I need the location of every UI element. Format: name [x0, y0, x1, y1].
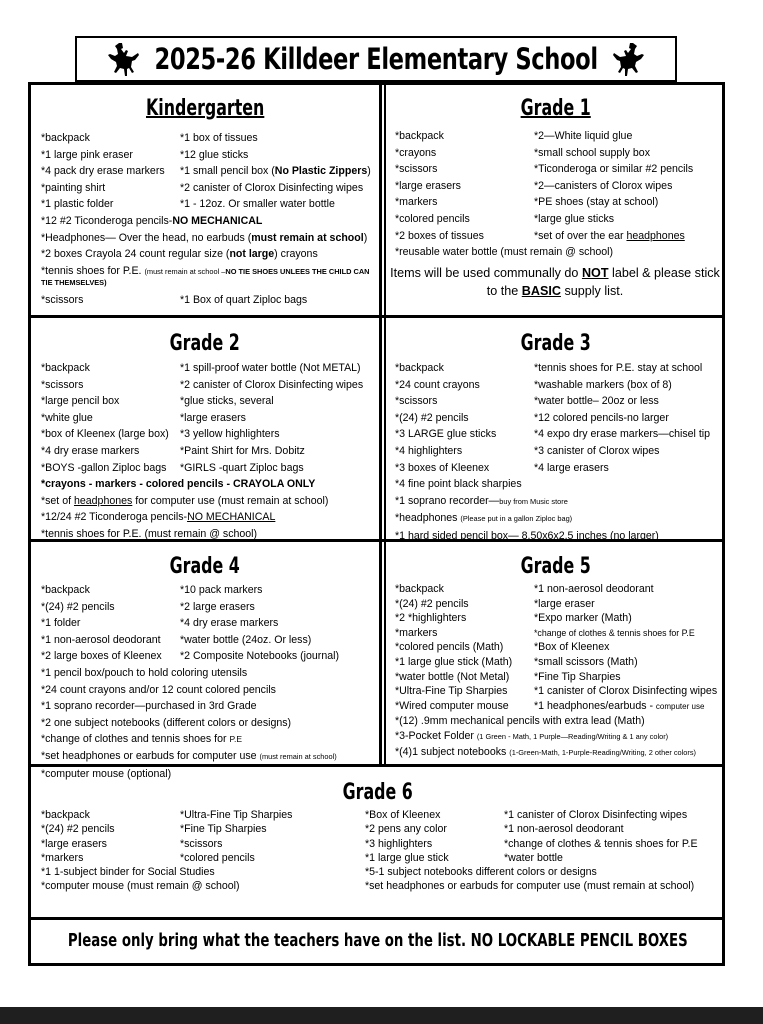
list-item: *box of Kleenex (large box) *3 yellow highlighters [41, 428, 280, 441]
column-divider [384, 82, 386, 766]
grade1-note: Items will be used communally do NOT label & please stick to the BASIC supply list. [390, 266, 720, 298]
list-item: *3 LARGE glue sticks *4 expo dry erase markers—chisel tip [395, 428, 711, 441]
list-item: *markers *PE shoes (stay at school) [395, 196, 659, 209]
list-item: *painting shirt *2 canister of Clorox Disinfecting wipes [41, 181, 364, 194]
list-item: *tennis shoes for P.E. (must remain @ school) [41, 527, 258, 540]
list-item: *1 pencil box/pouch to hold coloring utensils [41, 666, 248, 679]
list-item: *24 count crayons *washable markers (box of 8) [395, 378, 672, 391]
list-item: *set of headphones for computer use (must remain at school) [41, 494, 329, 507]
list-item: *2 pens any color *1 non-aerosol deodorant [365, 823, 624, 836]
list-item: *3 highlighters *change of clothes & tennis shoes for P.E [365, 837, 698, 850]
list-item: *1 1-subject binder for Social Studies [41, 866, 215, 879]
list-item: *computer mouse (optional) [41, 767, 172, 780]
grade6-left-list [41, 808, 292, 894]
kindergarten-title: Kindergarten [145, 96, 265, 121]
list-item: *Headphones— Over the head, no earbuds (must remain at school) [41, 231, 368, 244]
list-item: *2 large boxes of Kleenex *2 Composite Notebooks (journal) [41, 650, 339, 663]
list-item: *(24) #2 pencils *large eraser [395, 597, 595, 610]
list-item: *1 non-aerosol deodorant *water bottle (24oz. Or less) [41, 633, 312, 646]
list-item: *3 boxes of Kleenex *4 large erasers [395, 461, 609, 474]
list-item: *(24) #2 pencils *2 large erasers [41, 600, 255, 613]
list-item: *scissors *1 Box of quart Ziploc bags [41, 293, 308, 306]
list-item: *1 large glue stick *water bottle [365, 851, 563, 864]
grade2-title: Grade 2 [169, 331, 241, 356]
grade5-title: Grade 5 [520, 554, 591, 579]
list-item: *colored pencils *large glue sticks [395, 212, 615, 225]
list-item: *backpack *1 box of tissues [41, 132, 258, 144]
list-item: *12 #2 Ticonderoga pencils-NO MECHANICAL [41, 214, 263, 227]
kindergarten-list [41, 130, 371, 308]
footer-note: Please only bring what the teachers have on the list. NO LOCKABLE PENCIL BOXES [67, 930, 688, 951]
column-divider [379, 82, 382, 766]
list-item: *Wired computer mouse *1 headphones/earbuds - computer use [395, 699, 705, 712]
bucking-horse-rider-icon [613, 41, 647, 79]
grade1-list [395, 128, 693, 261]
list-item: *set headphones or earbuds for computer use (must remain at school) [365, 880, 695, 893]
list-item: *1 plastic folder *1 - 12oz. Or smaller water bottle [41, 198, 335, 211]
list-item: *(12) .9mm mechanical pencils with extra lead (Math) [395, 715, 645, 728]
list-item: *1 soprano recorder—buy from Music store [395, 494, 568, 507]
list-item: *crayons *small school supply box [395, 146, 650, 159]
grade6-right-list [365, 808, 698, 894]
list-item: *(4)1 subject notebooks (1-Green-Math, 1-Purple-Reading/Writing, 2 other colors) [395, 745, 697, 758]
list-item: *backpack *Ultra-Fine Tip Sharpies [41, 809, 293, 821]
list-item: *1 large pink eraser *12 glue sticks [41, 148, 249, 161]
list-item: *4 dry erase markers *Paint Shirt for Mrs. Dobitz [41, 444, 305, 457]
list-item: *1 soprano recorder—purchased in 3rd Grade [41, 700, 257, 713]
header [75, 36, 677, 82]
list-item: *scissors *water bottle– 20oz or less [395, 395, 659, 408]
list-item: *24 count crayons and/or 12 count colored pencils [41, 683, 276, 696]
list-item: *large erasers *2—canisters of Clorox wipes [395, 179, 673, 192]
list-item: *2 *highlighters *Expo marker (Math) [395, 612, 632, 625]
list-item: *tennis shoes for P.E. (must remain at school –NO TIE SHOES UNLEES THE CHILD CAN TIE THEMSELVES) [41, 264, 370, 287]
list-item: *large pencil box *glue sticks, several [41, 395, 274, 408]
list-item: *Ultra-Fine Tip Sharpies *1 canister of Clorox Disinfecting wipes [395, 685, 718, 698]
grade3-list [395, 360, 710, 545]
list-item: *4 pack dry erase markers *1 small pencil box (No Plastic Zippers) [41, 165, 371, 178]
grade3-title: Grade 3 [520, 331, 591, 356]
list-item: *computer mouse (must remain @ school) [41, 880, 240, 893]
grade5-list [395, 582, 717, 760]
list-item: *(24) #2 pencils *12 colored pencils-no larger [395, 411, 669, 424]
list-item: *markers *change of clothes & tennis shoes for P.E [395, 626, 695, 639]
list-item: *3-Pocket Folder (1 Green - Math, 1 Purple—Reading/Writing & 1 any color) [395, 729, 669, 742]
list-item: *1 folder *4 dry erase markers [41, 617, 279, 630]
list-item: *white glue *large erasers [41, 411, 246, 424]
list-item: *backpack *tennis shoes for P.E. stay at school [395, 362, 703, 374]
list-item: *water bottle (Not Metal) *Fine Tip Sharpies [395, 670, 621, 683]
row-divider [28, 315, 725, 318]
bucking-horse-rider-icon [105, 41, 139, 79]
list-item: *5-1 subject notebooks different colors or designs [365, 866, 597, 879]
list-item: *backpack *1 non-aerosol deodorant [395, 583, 654, 595]
list-item: *change of clothes and tennis shoes for P.E [41, 733, 243, 746]
list-item: *2 one subject notebooks (different colors or designs) [41, 716, 292, 729]
list-item: *backpack *2—White liquid glue [395, 130, 633, 142]
grade6-title: Grade 6 [342, 780, 413, 805]
bottom-bar [0, 1007, 763, 1024]
list-item: *crayons - markers - colored pencils - CRAYOLA ONLY [41, 478, 316, 491]
list-item: *BOYS -gallon Ziploc bags *GIRLS -quart Ziploc bags [41, 461, 304, 474]
list-item: *markers *colored pencils [41, 851, 255, 864]
list-item: *scissors *Ticonderoga or similar #2 pencils [395, 163, 694, 176]
page-title: 2025-26 Killdeer Elementary School [154, 42, 598, 76]
list-item: *1 hard sided pencil box— 8.50x6x2.5 inches (no larger) [395, 529, 659, 542]
list-item: *12/24 #2 Ticonderoga pencils-NO MECHANICAL [41, 511, 276, 524]
list-item: *1 large glue stick (Math) *small scissors (Math) [395, 655, 638, 668]
list-item: *scissors *2 canister of Clorox Disinfecting wipes [41, 378, 364, 391]
list-item: *2 boxes Crayola 24 count regular size (not large) crayons [41, 248, 318, 261]
grade1-title: Grade 1 [520, 96, 591, 121]
grade4-list [41, 582, 339, 782]
list-item: *Box of Kleenex *1 canister of Clorox Disinfecting wipes [365, 809, 688, 821]
list-item: *2 boxes of tissues *set of over the ear headphones [395, 229, 685, 242]
grade4-title: Grade 4 [169, 554, 241, 579]
list-item: *reusable water bottle (must remain @ school) [395, 246, 614, 259]
list-item: *large erasers *scissors [41, 837, 223, 850]
list-item: *backpack *10 pack markers [41, 584, 263, 596]
grade2-list [41, 360, 363, 543]
list-item: *4 fine point black sharpies [395, 478, 522, 491]
list-item: *set headphones or earbuds for computer use (must remain at school) [41, 749, 337, 762]
list-item: *backpack *1 spill-proof water bottle (Not METAL) [41, 362, 361, 374]
list-item: *colored pencils (Math) *Box of Kleenex [395, 641, 610, 654]
list-item: *4 highlighters *3 canister of Clorox wipes [395, 444, 660, 457]
list-item: *(24) #2 pencils *Fine Tip Sharpies [41, 823, 267, 836]
list-item: *headphones (Please put in a gallon Ziploc bag) [395, 512, 573, 525]
